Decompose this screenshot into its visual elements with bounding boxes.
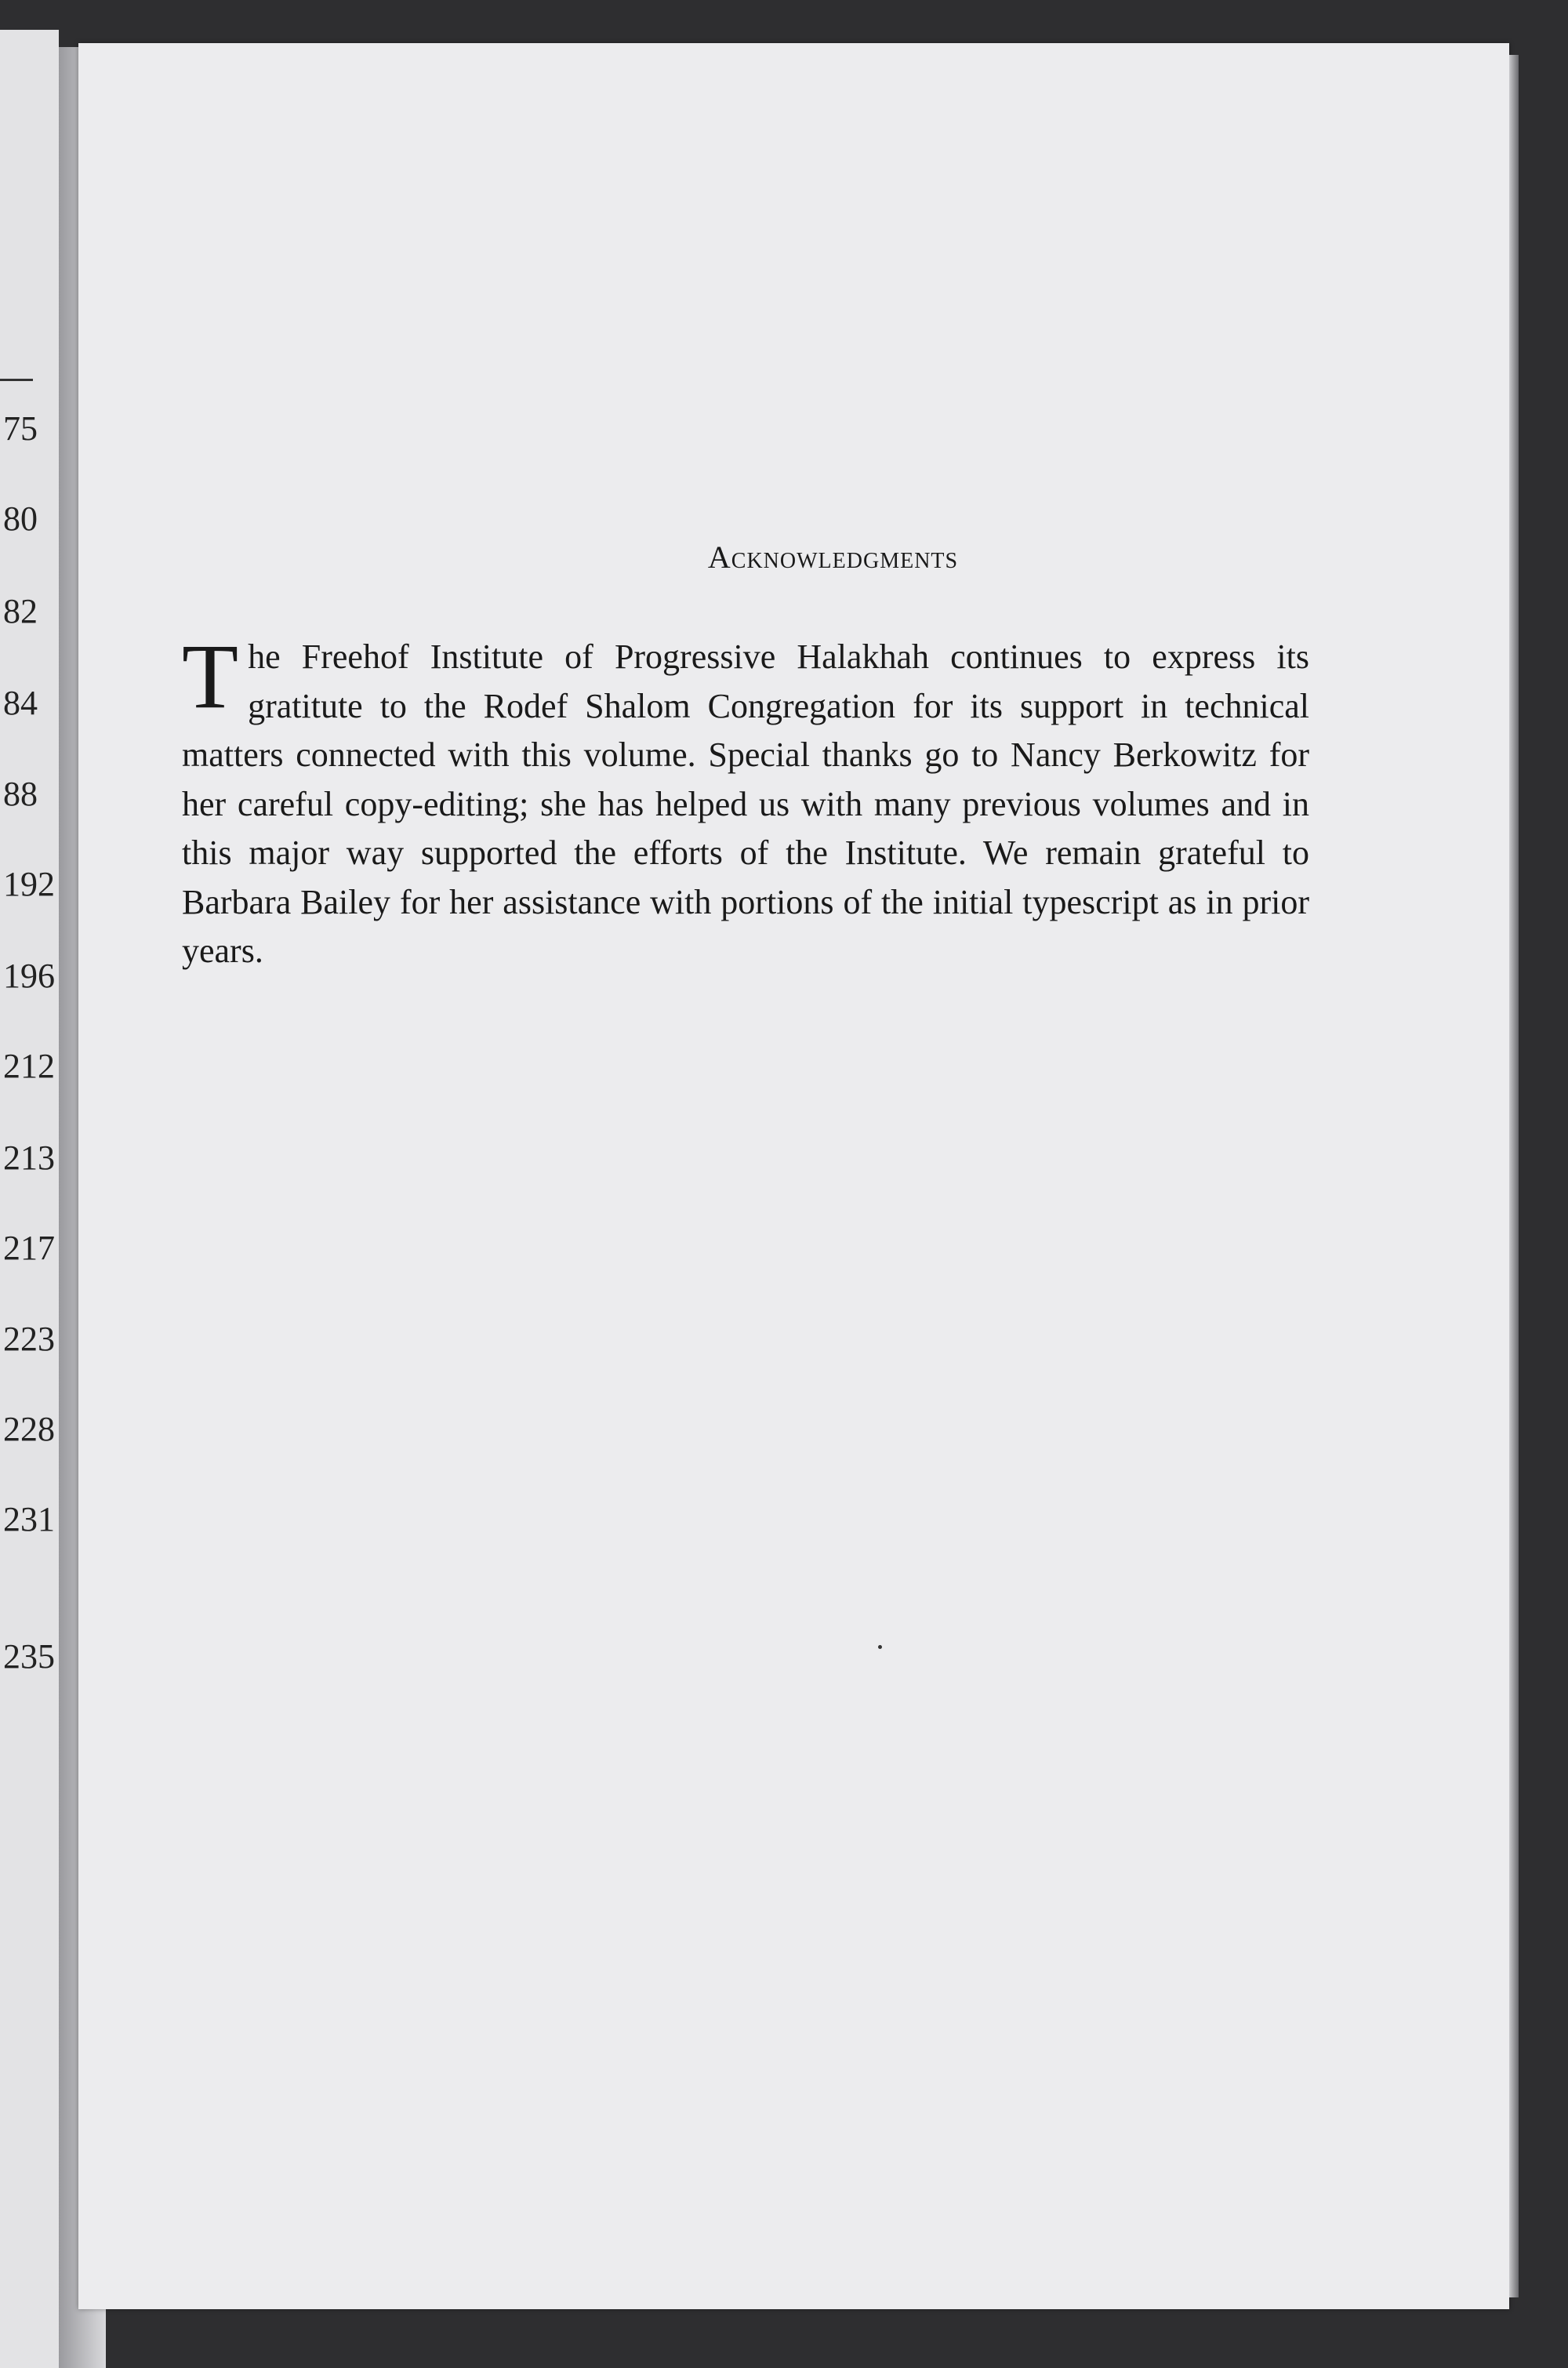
page-number: 192 [3, 865, 55, 903]
page-number: 213 [3, 1139, 55, 1177]
page-number: 84 [3, 684, 38, 722]
speck [878, 1645, 882, 1649]
facing-page [0, 30, 59, 2368]
page-number: 196 [3, 957, 55, 995]
section-heading: Acknowledgments [707, 539, 959, 575]
paragraph-text: he Freehof Institute of Progressive Halakhah continues to express its gratitute to the Rodef Shalom Congregation for its support in technical matters connected with this volume. Special thanks go to Nancy Berkowitz for her careful copy-editing; she has helped us with many previous volumes and in this major way supported the efforts of the Institute. We remain grateful to Barbara Bailey for her assistance with portions of the initial typescript as in prior years. [182, 637, 1309, 970]
page-number: 223 [3, 1320, 55, 1358]
page-number: 212 [3, 1047, 55, 1085]
drop-cap: T [182, 625, 239, 728]
page-number: 82 [3, 592, 38, 630]
page-number: 88 [3, 775, 38, 813]
page-number: 80 [3, 499, 38, 538]
page-number: 217 [3, 1229, 55, 1267]
page-number: 231 [3, 1500, 55, 1538]
document-page [78, 43, 1509, 2309]
page-number: 228 [3, 1410, 55, 1448]
divider [0, 379, 33, 381]
page-number: 75 [3, 409, 38, 448]
page-number: 235 [3, 1637, 55, 1676]
acknowledgments-paragraph [182, 625, 1309, 976]
page-edge [1509, 55, 1519, 2297]
